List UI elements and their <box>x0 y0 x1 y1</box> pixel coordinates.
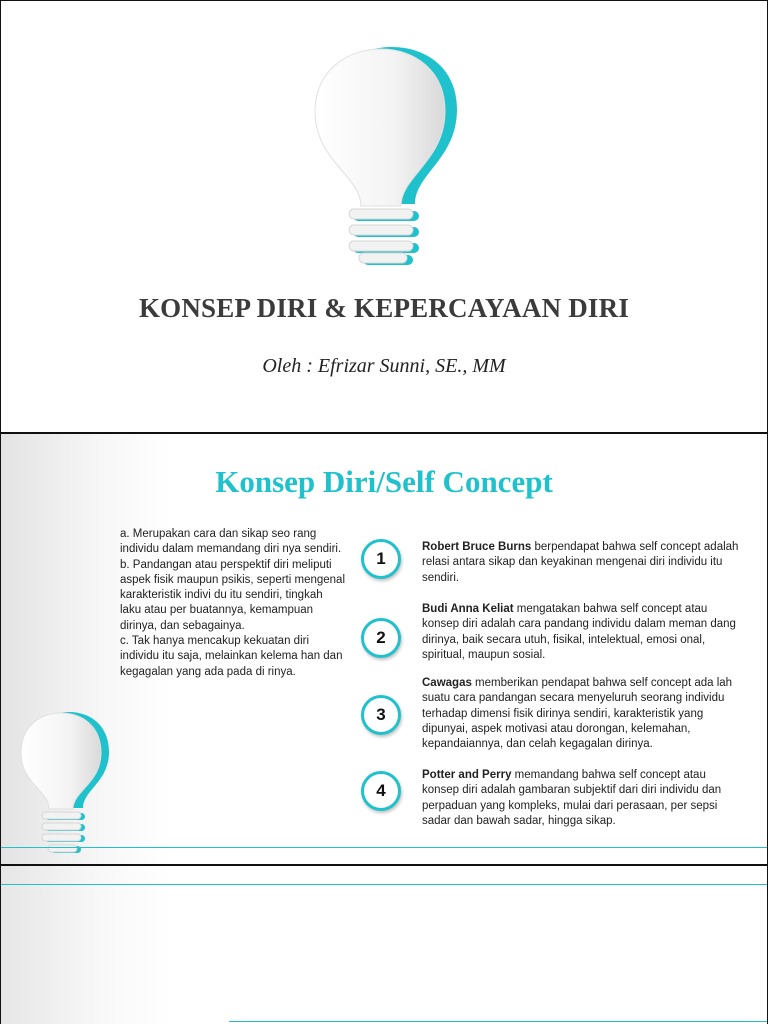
definition-item: c. Tak hanya mencakup kekuatan diri individu itu saja, melainkan kelema han dan kegagalan yang ada pada di rinya. <box>120 635 343 678</box>
expert-text: mengatakan bahwa self concept atau konsep diri adalah cara pandang individu dalam meman dang dirinya, baik secara utuh, fisikal, intelektual, emosi onal, spiritual, maupun sosial. <box>422 603 736 661</box>
expert-point <box>422 602 742 663</box>
lightbulb-icon <box>301 41 471 271</box>
expert-name: Cawagas <box>422 677 472 689</box>
definition-item: b. Pandangan atau perspektif diri meliputi aspek fisik maupun psikis, seperti mengenal karakteristik indivi du itu sendiri, tingkah laku atau per buatannya, kemampuan dirinya, dan sebagainya. <box>120 558 346 632</box>
definition-item: a. Merupakan cara dan sikap seo rang individu dalam memandang diri nya sendiri. <box>120 528 342 556</box>
expert-name: Budi Anna Keliat <box>422 603 514 615</box>
expert-text: berpendapat bahwa self concept adalah relasi antara sikap dan keyakinan mengenai diri individu itu sendiri. <box>422 541 739 584</box>
lightbulb-icon <box>15 709 115 855</box>
self-concept-slide <box>0 434 768 866</box>
title-slide <box>0 0 768 434</box>
number-badge: 3 <box>361 695 401 735</box>
number-badge: 1 <box>361 539 401 579</box>
expert-text: memandang bahwa self concept atau konsep diri adalah gambaran subjektif dari diri individu dan perpaduan yang kompleks, mulai dari perasaan, per sepsi sadar dan bawah sadar, hingga sikap. <box>422 769 722 827</box>
divider-line <box>1 847 768 848</box>
author-line: Oleh : Efrizar Sunni, SE., MM <box>262 355 506 377</box>
definition-list <box>120 527 345 680</box>
number-badge: 2 <box>361 618 401 658</box>
next-slide <box>0 866 768 1024</box>
expert-point <box>422 768 742 829</box>
expert-point <box>422 540 742 586</box>
expert-point <box>422 676 742 752</box>
divider-line <box>229 1021 768 1022</box>
slide-title: Konsep Diri/Self Concept <box>215 464 553 499</box>
number-badge: 4 <box>361 771 401 811</box>
expert-name: Potter and Perry <box>422 769 512 781</box>
expert-text: memberikan pendapat bahwa self concept ada lah suatu cara pandangan secara menyeluruh seorang individu terhadap dimensi fisik dirinya sendiri, karakteristik yang dipunyai, aspek motivasi atau dorongan, kelemahan, kepandaiannya, dan celah kegagalan dirinya. <box>422 677 733 751</box>
expert-name: Robert Bruce Burns <box>422 541 532 553</box>
page-title: KONSEP DIRI & KEPERCAYAAN DIRI <box>138 293 630 323</box>
divider-line <box>1 884 768 885</box>
